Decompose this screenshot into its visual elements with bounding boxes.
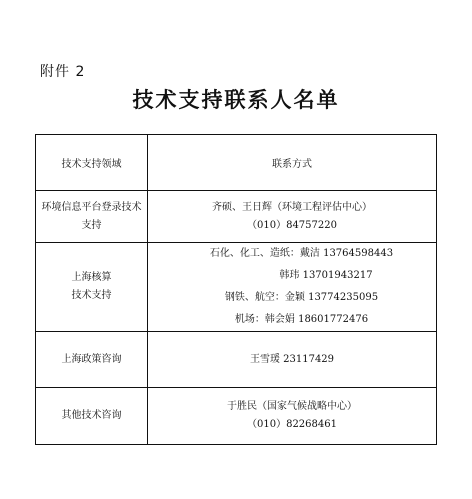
area-text: 上海核算	[71, 272, 112, 283]
area-text: 上海政策咨询	[61, 353, 122, 365]
area-cell	[36, 332, 148, 388]
sector-label: 石化、化工、造纸：	[209, 248, 300, 259]
page-title: 技术支持联系人名单	[132, 88, 340, 112]
area-text: 技术支持	[71, 290, 112, 301]
column-header-area: 技术支持领域	[36, 135, 148, 191]
area-text: 环境信息平台登录技术	[41, 201, 142, 213]
area-text: 其他技术咨询	[61, 410, 122, 421]
table-row	[36, 243, 437, 332]
table-row	[36, 191, 437, 243]
table-row	[36, 332, 437, 388]
contact-cell	[148, 332, 437, 388]
contact-line	[148, 243, 436, 265]
sector-label: 机场：	[234, 314, 265, 325]
contact-line	[148, 287, 436, 309]
table-header-row	[36, 135, 437, 191]
contact-text: 韩会娟 18601772476	[264, 314, 369, 325]
area-cell	[36, 191, 148, 243]
contact-cell	[148, 243, 437, 332]
contact-line	[148, 309, 436, 331]
contact-table	[35, 134, 437, 445]
contact-cell	[148, 388, 437, 445]
column-header-contact: 联系方式	[148, 135, 437, 191]
sector-label: 钢铁、航空：	[224, 292, 285, 303]
contact-text: 韩玮 13701943217	[279, 270, 373, 281]
contact-text: （010）82268461	[247, 419, 337, 430]
attachment-label: 附件 2	[40, 64, 86, 80]
contact-text: 齐硕、王日辉（环境工程评估中心）	[212, 201, 372, 213]
area-cell	[36, 243, 148, 332]
area-cell	[36, 388, 148, 445]
contact-text: （010）84757220	[247, 219, 337, 231]
area-text: 支持	[81, 219, 102, 231]
contact-text: 金颖 13774235095	[284, 292, 379, 303]
contact-text: 戴洁 13764598443	[299, 248, 394, 259]
contact-text: 于胜民（国家气候战略中心）	[227, 401, 357, 412]
contact-line	[148, 265, 436, 287]
table-row	[36, 388, 437, 445]
contact-text: 王雪瑗 23117429	[249, 353, 335, 365]
contact-cell	[148, 191, 437, 243]
